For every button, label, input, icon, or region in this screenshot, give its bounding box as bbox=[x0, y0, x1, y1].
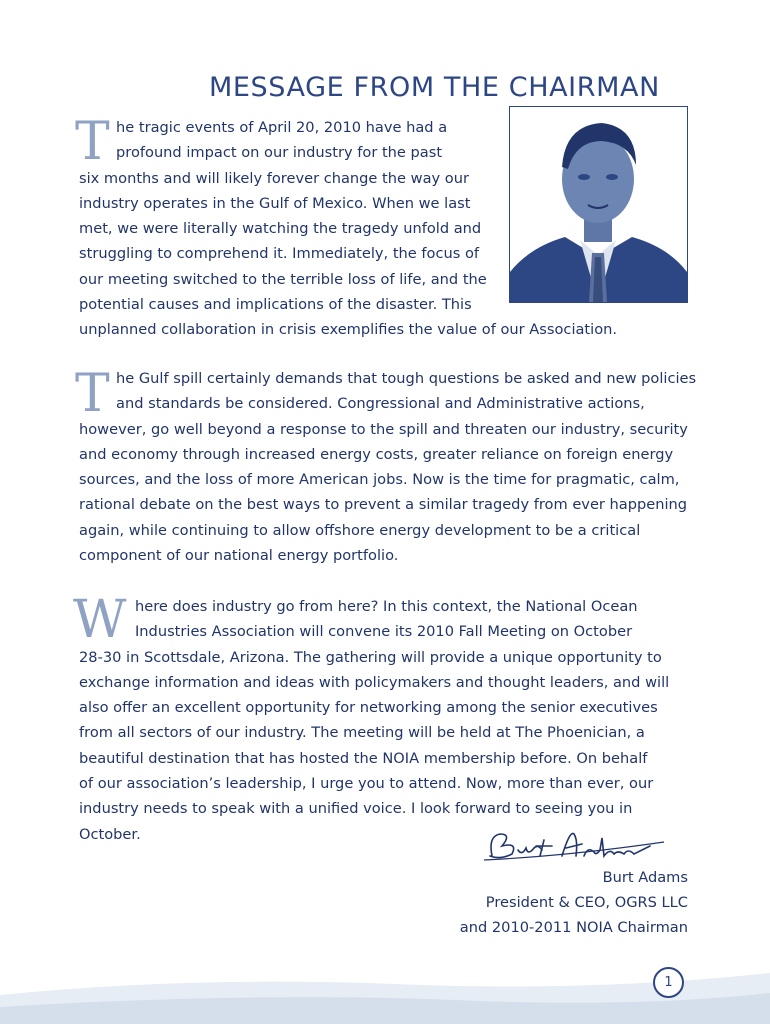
text-line: again, while continuing to allow offshore energy development to be a critical bbox=[79, 521, 641, 539]
dropcap-letter: T bbox=[75, 364, 110, 424]
text-line: he Gulf spill certainly demands that tough questions be asked and new policies bbox=[116, 370, 697, 387]
text-line: met, we were literally watching the tragedy unfold and bbox=[79, 220, 482, 238]
signer-name: Burt Adams bbox=[602, 869, 688, 886]
dropcap-letter: T bbox=[75, 112, 110, 172]
text-line: and standards be considered. Congressional and Administrative actions, bbox=[116, 395, 645, 413]
page-number: 1 bbox=[653, 967, 684, 998]
text-line: industry needs to speak with a unified voice. I look forward to seeing you in bbox=[79, 800, 633, 818]
dropcap-letter: W bbox=[73, 590, 127, 650]
text-line: potential causes and implications of the disaster. This bbox=[79, 296, 472, 314]
paragraph-3 bbox=[79, 594, 669, 847]
paragraph-2 bbox=[79, 366, 696, 568]
text-line: of our association’s leadership, I urge you to attend. Now, more than ever, our bbox=[79, 775, 654, 793]
text-line: Industries Association will convene its 2010 Fall Meeting on October bbox=[135, 623, 633, 641]
signature bbox=[478, 826, 678, 866]
signature-block bbox=[460, 865, 688, 940]
text-line: unplanned collaboration in crisis exemplifies the value of our Association. bbox=[79, 321, 618, 339]
text-line: rational debate on the best ways to prevent a similar tragedy from ever happening bbox=[79, 496, 688, 514]
text-line: six months and will likely forever change the way our bbox=[79, 169, 469, 187]
text-line: 28-30 in Scottsdale, Arizona. The gathering will provide a unique opportunity to bbox=[79, 648, 662, 666]
text-line: also offer an excellent opportunity for networking among the senior executives bbox=[79, 699, 658, 717]
signer-chair-title: and 2010-2011 NOIA Chairman bbox=[459, 919, 688, 936]
text-line: exchange information and ideas with policymakers and thought leaders, and will bbox=[79, 673, 670, 691]
page-title: MESSAGE FROM THE CHAIRMAN bbox=[209, 72, 660, 103]
text-line: beautiful destination that has hosted the NOIA membership before. On behalf bbox=[79, 749, 648, 767]
text-line: and economy through increased energy costs, greater reliance on foreign energy bbox=[79, 445, 674, 463]
paragraph-1 bbox=[79, 115, 617, 343]
text-line: industry operates in the Gulf of Mexico. When we last bbox=[79, 194, 471, 212]
text-line: profound impact on our industry for the past bbox=[116, 144, 443, 162]
text-line: from all sectors of our industry. The meeting will be held at The Phoenician, a bbox=[79, 724, 645, 742]
signer-title: President & CEO, OGRS LLC bbox=[485, 894, 688, 911]
text-line: he tragic events of April 20, 2010 have had a bbox=[116, 119, 448, 136]
text-line: here does industry go from here? In this context, the National Ocean bbox=[135, 598, 638, 615]
text-line: component of our national energy portfolio. bbox=[79, 547, 399, 565]
text-line: struggling to comprehend it. Immediately, the focus of bbox=[79, 245, 480, 263]
text-line: our meeting switched to the terrible loss of life, and the bbox=[79, 270, 487, 288]
text-line: October. bbox=[79, 825, 141, 843]
text-line: however, go well beyond a response to the spill and threaten our industry, security bbox=[79, 420, 688, 438]
text-line: sources, and the loss of more American jobs. Now is the time for pragmatic, calm, bbox=[79, 471, 680, 489]
